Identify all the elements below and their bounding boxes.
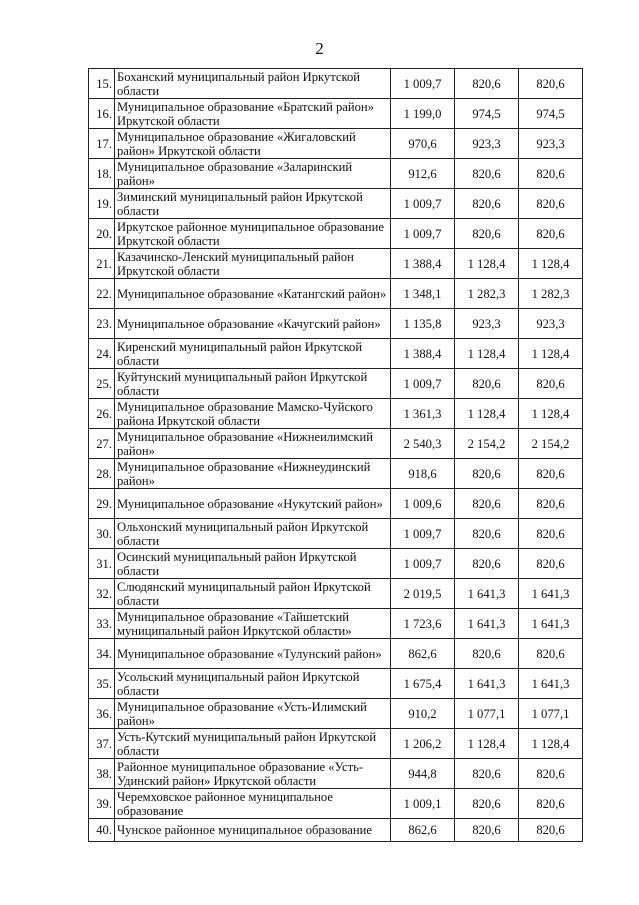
value-col-2: 1 128,4 <box>455 399 519 429</box>
value-col-1: 1 361,3 <box>391 399 455 429</box>
value-col-3: 820,6 <box>519 759 583 789</box>
value-col-2: 820,6 <box>455 759 519 789</box>
value-col-3: 1 128,4 <box>519 339 583 369</box>
value-col-3: 820,6 <box>519 69 583 99</box>
page-number: 2 <box>315 39 324 58</box>
row-number: 38. <box>89 759 115 789</box>
table-row <box>89 279 583 309</box>
value-col-1: 1 009,1 <box>391 789 455 819</box>
municipality-name: Муниципальное образование «Качугский район» <box>115 309 391 339</box>
row-number: 21. <box>89 249 115 279</box>
value-col-2: 1 641,3 <box>455 669 519 699</box>
value-col-2: 820,6 <box>455 219 519 249</box>
municipality-name: Муниципальное образование «Братский район» Иркутской области <box>115 99 391 129</box>
row-number: 36. <box>89 699 115 729</box>
value-col-2: 820,6 <box>455 789 519 819</box>
row-number: 27. <box>89 429 115 459</box>
value-col-3: 820,6 <box>519 549 583 579</box>
value-col-1: 862,6 <box>391 639 455 669</box>
municipality-name: Иркутское районное муниципальное образование Иркутской области <box>115 219 391 249</box>
row-number: 22. <box>89 279 115 309</box>
value-col-3: 1 641,3 <box>519 609 583 639</box>
value-col-1: 1 009,7 <box>391 189 455 219</box>
municipality-name: Черемховское районное муниципальное образование <box>115 789 391 819</box>
value-col-3: 820,6 <box>519 789 583 819</box>
municipality-name: Муниципальное образование «Катангский район» <box>115 279 391 309</box>
value-col-3: 974,5 <box>519 99 583 129</box>
table-row <box>89 459 583 489</box>
municipality-name: Слюдянский муниципальный район Иркутской области <box>115 579 391 609</box>
table-row <box>89 699 583 729</box>
municipality-name: Муниципальное образование Мамско-Чуйского района Иркутской области <box>115 399 391 429</box>
value-col-1: 1 009,7 <box>391 219 455 249</box>
value-col-2: 1 128,4 <box>455 249 519 279</box>
value-col-3: 820,6 <box>519 519 583 549</box>
row-number: 24. <box>89 339 115 369</box>
table-row <box>89 219 583 249</box>
municipality-name: Куйтунский муниципальный район Иркутской области <box>115 369 391 399</box>
value-col-2: 820,6 <box>455 489 519 519</box>
row-number: 28. <box>89 459 115 489</box>
value-col-3: 820,6 <box>519 369 583 399</box>
municipality-name: Муниципальное образование «Нижнеилимский район» <box>115 429 391 459</box>
municipality-name: Ольхонский муниципальный район Иркутской области <box>115 519 391 549</box>
row-number: 26. <box>89 399 115 429</box>
value-col-3: 2 154,2 <box>519 429 583 459</box>
table-row <box>89 369 583 399</box>
row-number: 16. <box>89 99 115 129</box>
value-col-1: 1 206,2 <box>391 729 455 759</box>
table-row <box>89 249 583 279</box>
row-number: 29. <box>89 489 115 519</box>
value-col-1: 944,8 <box>391 759 455 789</box>
value-col-1: 2 019,5 <box>391 579 455 609</box>
table-row <box>89 159 583 189</box>
row-number: 35. <box>89 669 115 699</box>
municipality-name: Усть-Кутский муниципальный район Иркутской области <box>115 729 391 759</box>
value-col-2: 1 077,1 <box>455 699 519 729</box>
value-col-1: 1 135,8 <box>391 309 455 339</box>
value-col-2: 1 641,3 <box>455 609 519 639</box>
value-col-3: 1 128,4 <box>519 249 583 279</box>
value-col-1: 1 199,0 <box>391 99 455 129</box>
row-number: 23. <box>89 309 115 339</box>
municipality-name: Казачинско-Ленский муниципальный район Иркутской области <box>115 249 391 279</box>
value-col-1: 910,2 <box>391 699 455 729</box>
value-col-3: 1 128,4 <box>519 729 583 759</box>
table-row <box>89 189 583 219</box>
value-col-1: 912,6 <box>391 159 455 189</box>
value-col-2: 923,3 <box>455 129 519 159</box>
value-col-2: 820,6 <box>455 369 519 399</box>
value-col-2: 923,3 <box>455 309 519 339</box>
municipality-name: Осинский муниципальный район Иркутской области <box>115 549 391 579</box>
municipality-name: Зиминский муниципальный район Иркутской области <box>115 189 391 219</box>
table-row <box>89 789 583 819</box>
value-col-2: 820,6 <box>455 549 519 579</box>
value-col-3: 820,6 <box>519 159 583 189</box>
value-col-1: 1 675,4 <box>391 669 455 699</box>
value-col-3: 820,6 <box>519 189 583 219</box>
value-col-3: 820,6 <box>519 459 583 489</box>
table-row <box>89 759 583 789</box>
table-row <box>89 129 583 159</box>
table-row <box>89 519 583 549</box>
value-col-1: 1 009,7 <box>391 369 455 399</box>
table-body <box>89 69 583 842</box>
row-number: 37. <box>89 729 115 759</box>
value-col-1: 1 388,4 <box>391 339 455 369</box>
municipality-name: Муниципальное образование «Нукутский район» <box>115 489 391 519</box>
value-col-3: 820,6 <box>519 489 583 519</box>
value-col-3: 1 128,4 <box>519 399 583 429</box>
value-col-1: 1 723,6 <box>391 609 455 639</box>
table-row <box>89 549 583 579</box>
value-col-2: 974,5 <box>455 99 519 129</box>
table-row <box>89 309 583 339</box>
municipality-name: Боханский муниципальный район Иркутской области <box>115 69 391 99</box>
table-row <box>89 669 583 699</box>
table-row <box>89 399 583 429</box>
value-col-1: 1 009,6 <box>391 489 455 519</box>
value-col-1: 970,6 <box>391 129 455 159</box>
value-col-2: 820,6 <box>455 189 519 219</box>
value-col-2: 820,6 <box>455 159 519 189</box>
row-number: 30. <box>89 519 115 549</box>
value-col-3: 820,6 <box>519 639 583 669</box>
table-row <box>89 339 583 369</box>
value-col-2: 820,6 <box>455 819 519 842</box>
municipality-name: Муниципальное образование «Тайшетский муниципальный район Иркутской области» <box>115 609 391 639</box>
value-col-2: 820,6 <box>455 519 519 549</box>
row-number: 40. <box>89 819 115 842</box>
value-col-3: 820,6 <box>519 219 583 249</box>
table-row <box>89 639 583 669</box>
value-col-3: 923,3 <box>519 309 583 339</box>
value-col-3: 1 641,3 <box>519 669 583 699</box>
value-col-2: 1 282,3 <box>455 279 519 309</box>
row-number: 33. <box>89 609 115 639</box>
value-col-1: 918,6 <box>391 459 455 489</box>
value-col-2: 820,6 <box>455 459 519 489</box>
table-row <box>89 729 583 759</box>
row-number: 19. <box>89 189 115 219</box>
row-number: 31. <box>89 549 115 579</box>
value-col-1: 1 348,1 <box>391 279 455 309</box>
row-number: 25. <box>89 369 115 399</box>
value-col-3: 1 077,1 <box>519 699 583 729</box>
row-number: 20. <box>89 219 115 249</box>
row-number: 39. <box>89 789 115 819</box>
table-row <box>89 99 583 129</box>
municipality-name: Чунское районное муниципальное образование <box>115 819 391 842</box>
value-col-3: 1 641,3 <box>519 579 583 609</box>
value-col-3: 923,3 <box>519 129 583 159</box>
municipality-name: Усольский муниципальный район Иркутской области <box>115 669 391 699</box>
value-col-1: 2 540,3 <box>391 429 455 459</box>
row-number: 34. <box>89 639 115 669</box>
table-row <box>89 579 583 609</box>
table-row <box>89 609 583 639</box>
value-col-2: 820,6 <box>455 69 519 99</box>
value-col-2: 1 128,4 <box>455 729 519 759</box>
value-col-1: 1 009,7 <box>391 69 455 99</box>
table-row <box>89 69 583 99</box>
value-col-1: 1 009,7 <box>391 519 455 549</box>
municipality-name: Муниципальное образование «Нижнеудинский район» <box>115 459 391 489</box>
value-col-1: 862,6 <box>391 819 455 842</box>
value-col-2: 2 154,2 <box>455 429 519 459</box>
row-number: 32. <box>89 579 115 609</box>
municipality-name: Районное муниципальное образование «Усть-Удинский район» Иркутской области <box>115 759 391 789</box>
value-col-1: 1 009,7 <box>391 549 455 579</box>
value-col-2: 1 128,4 <box>455 339 519 369</box>
municipality-name: Муниципальное образование «Заларинский район» <box>115 159 391 189</box>
value-col-2: 820,6 <box>455 639 519 669</box>
table-row <box>89 429 583 459</box>
municipality-name: Киренский муниципальный район Иркутской области <box>115 339 391 369</box>
municipality-name: Муниципальное образование «Жигаловский район» Иркутской области <box>115 129 391 159</box>
row-number: 17. <box>89 129 115 159</box>
municipality-name: Муниципальное образование «Усть-Илимский район» <box>115 699 391 729</box>
row-number: 18. <box>89 159 115 189</box>
value-col-1: 1 388,4 <box>391 249 455 279</box>
municipality-name: Муниципальное образование «Тулунский район» <box>115 639 391 669</box>
value-col-2: 1 641,3 <box>455 579 519 609</box>
row-number: 15. <box>89 69 115 99</box>
table-row <box>89 489 583 519</box>
allocation-table <box>88 68 583 842</box>
value-col-3: 820,6 <box>519 819 583 842</box>
value-col-3: 1 282,3 <box>519 279 583 309</box>
table-row <box>89 819 583 842</box>
